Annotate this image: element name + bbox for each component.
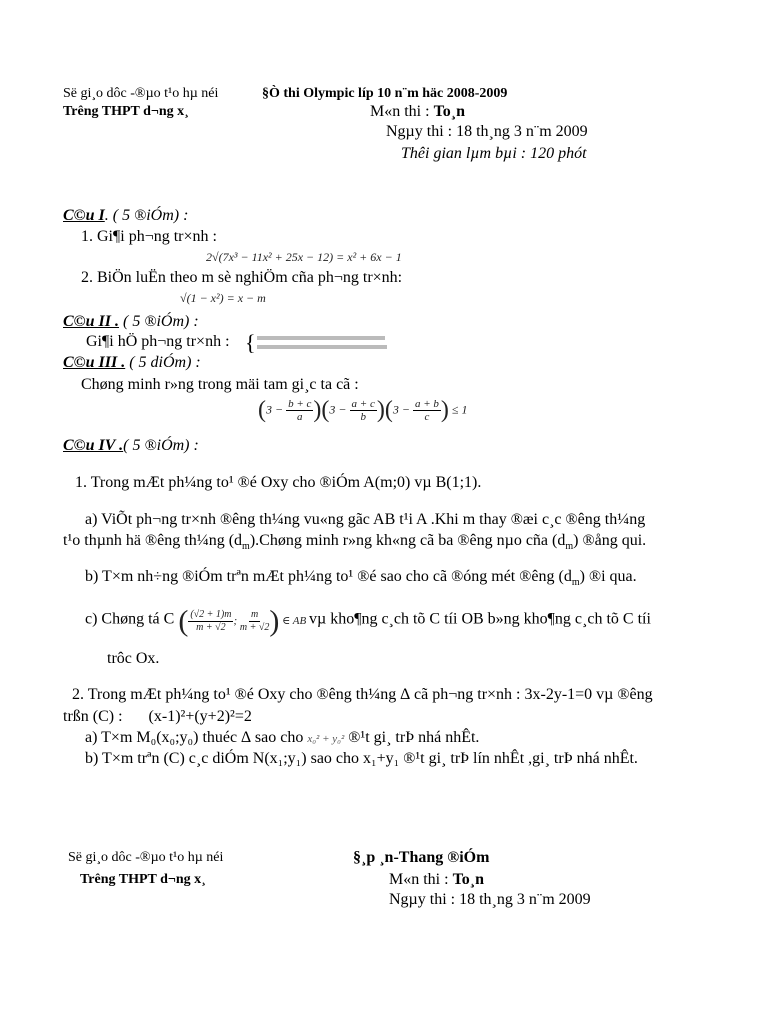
q4-part1a-text: t¹o thµnh hä ®êng th¼ng (d bbox=[63, 532, 243, 549]
q4-part1a-text2: ).Chøng minh r»ng kh«ng cã ba ®êng nµo cña (d bbox=[249, 532, 566, 549]
q2-title: C©u II . bbox=[63, 313, 119, 330]
system-of-equations-image bbox=[245, 332, 395, 359]
q4-part1b bbox=[85, 568, 637, 588]
subject-label: M«n thi : bbox=[370, 103, 434, 120]
footer-school-name: Trêng THPT d¬ng x¸ bbox=[80, 872, 206, 887]
footer-subject-line bbox=[389, 871, 484, 889]
footer-subject-value: To¸n bbox=[452, 871, 484, 888]
q2-text: Gi¶i hÖ ph¬ng tr×nh : bbox=[86, 333, 230, 350]
q4-part1a-line1: a) ViÕt ph¬ng tr×nh ®êng th¼ng vu«ng gãc AB t¹i A .Khi m thay ®æi c¸c ®êng th¼ng bbox=[85, 511, 646, 528]
q3-inequality: (3 − $\frac{b + c}{a}$ )(3 − $\frac{a + c}{b}$ )(3 − $\frac{a + b}{c}$ ) ≤ 1 bbox=[258, 397, 468, 423]
q4-point-c-expression: ( $\frac{(√2 + 1)m}{m + √2}$ ; $\frac{m}{m + √2}$ ) ∈ AB bbox=[178, 604, 309, 637]
exam-duration: Thêi gian lµm bµi : 120 phót bbox=[401, 145, 587, 162]
exam-title: §Ò thi Olympic líp 10 n¨m häc 2008-2009 bbox=[262, 86, 508, 101]
q4-part1a-sub: m bbox=[242, 541, 250, 553]
q1-equation1: 2√(7x³ − 11x² + 25x − 12) = x² + 6x − 1 bbox=[206, 250, 402, 264]
q3-heading bbox=[63, 354, 201, 372]
footer-exam-date: Ngµy thi : 18 th¸ng 3 n¨m 2009 bbox=[389, 891, 591, 908]
q4-part2-line1: 2. Trong mÆt ph¼ng to¹ ®é Oxy cho ®êng th¼ng ∆ cã ph¬ng tr×nh : 3x-2y-1=0 vµ ®êng bbox=[72, 686, 653, 703]
q4-part1a-line2 bbox=[63, 532, 646, 552]
q4-part2-line2 bbox=[63, 708, 252, 726]
q4-part1c-line2: trôc Ox. bbox=[107, 650, 160, 667]
q2-points: ( 5 ®iÓm) : bbox=[118, 313, 199, 330]
q3-text: Chøng minh r»ng trong mäi tam gi¸c ta cã : bbox=[81, 376, 359, 393]
q4-part2a-expression: x₀² + y₀² bbox=[307, 733, 345, 745]
q4-part1c-line1 bbox=[85, 604, 651, 638]
q1-points: . ( 5 ®iÓm) : bbox=[104, 207, 189, 224]
q4-part2a bbox=[85, 729, 479, 747]
q4-part1a-text3: ) ®ång qui. bbox=[573, 532, 647, 549]
q4-part1b-sub: m bbox=[571, 577, 580, 589]
q4-part2-circle-equation: (x-1)²+(y+2)²=2 bbox=[148, 708, 252, 725]
q4-points: ( 5 ®iÓm) : bbox=[123, 437, 199, 454]
subject-value: To¸n bbox=[433, 103, 465, 120]
q4-part2-circle-label: trßn (C) : bbox=[63, 708, 123, 725]
q4-part1b-text: b) T×m nh÷ng ®iÓm trªn mÆt ph¼ng to¹ ®é sao cho cã ®óng mét ®êng (d bbox=[85, 568, 572, 585]
q3-title: C©u III . bbox=[63, 354, 126, 371]
q4-part1: 1. Trong mÆt ph¼ng to¹ ®é Oxy cho ®iÓm A(m;0) vµ B(1;1). bbox=[75, 474, 482, 491]
q2-heading bbox=[63, 313, 199, 331]
answer-key-title: §¸p ¸n-Thang ®iÓm bbox=[353, 849, 490, 866]
q4-title: C©u IV . bbox=[63, 437, 124, 454]
q4-part2a-text2: ®¹t gi¸ trÞ nhá nhÊt. bbox=[348, 729, 480, 746]
q4-part2b: b) T×m trªn (C) c¸c diÓm N(x₁;y₁) sao cho x₁+y₁ ®¹t gi¸ trÞ lín nhÊt ,gi¸ trÞ nhá nhÊt. bbox=[85, 750, 638, 767]
q1-heading bbox=[63, 207, 188, 225]
footer-school-department: Së gi¸o dôc -®µo t¹o hµ néi bbox=[68, 850, 224, 865]
q4-part1c-suffix: vµ kho¶ng c¸ch tõ C tíi OB b»ng kho¶ng c¸ch tõ C tíi bbox=[308, 610, 651, 628]
q4-heading bbox=[63, 437, 199, 455]
q4-part2a-text: a) T×m M₀(x₀;y₀) thuéc ∆ sao cho bbox=[85, 729, 304, 746]
q4-part1b-text2: ) ®i qua. bbox=[579, 568, 637, 585]
svg-text:{: { bbox=[245, 332, 256, 354]
q1-item1: 1. Gi¶i ph¬ng tr×nh : bbox=[81, 228, 217, 245]
q3-points: ( 5 diÓm) : bbox=[125, 354, 201, 371]
exam-date: Ngµy thi : 18 th¸ng 3 n¨m 2009 bbox=[386, 123, 588, 140]
footer-subject-label: M«n thi : bbox=[389, 871, 453, 888]
q1-title: C©u I bbox=[63, 207, 105, 224]
q4-part1c-prefix: c) Chøng tá C bbox=[85, 610, 175, 628]
subject-line bbox=[370, 103, 465, 121]
school-department: Së gi¸o dôc -®µo t¹o hµ néi bbox=[63, 86, 219, 101]
school-name: Trêng THPT d¬ng x¸ bbox=[63, 104, 189, 119]
q4-part1a-sub2: m bbox=[565, 541, 574, 553]
q1-equation2: √(1 − x²) = x − m bbox=[180, 291, 266, 305]
q1-item2: 2. BiÖn luËn theo m sè nghiÖm cña ph¬ng tr×nh: bbox=[81, 269, 403, 286]
